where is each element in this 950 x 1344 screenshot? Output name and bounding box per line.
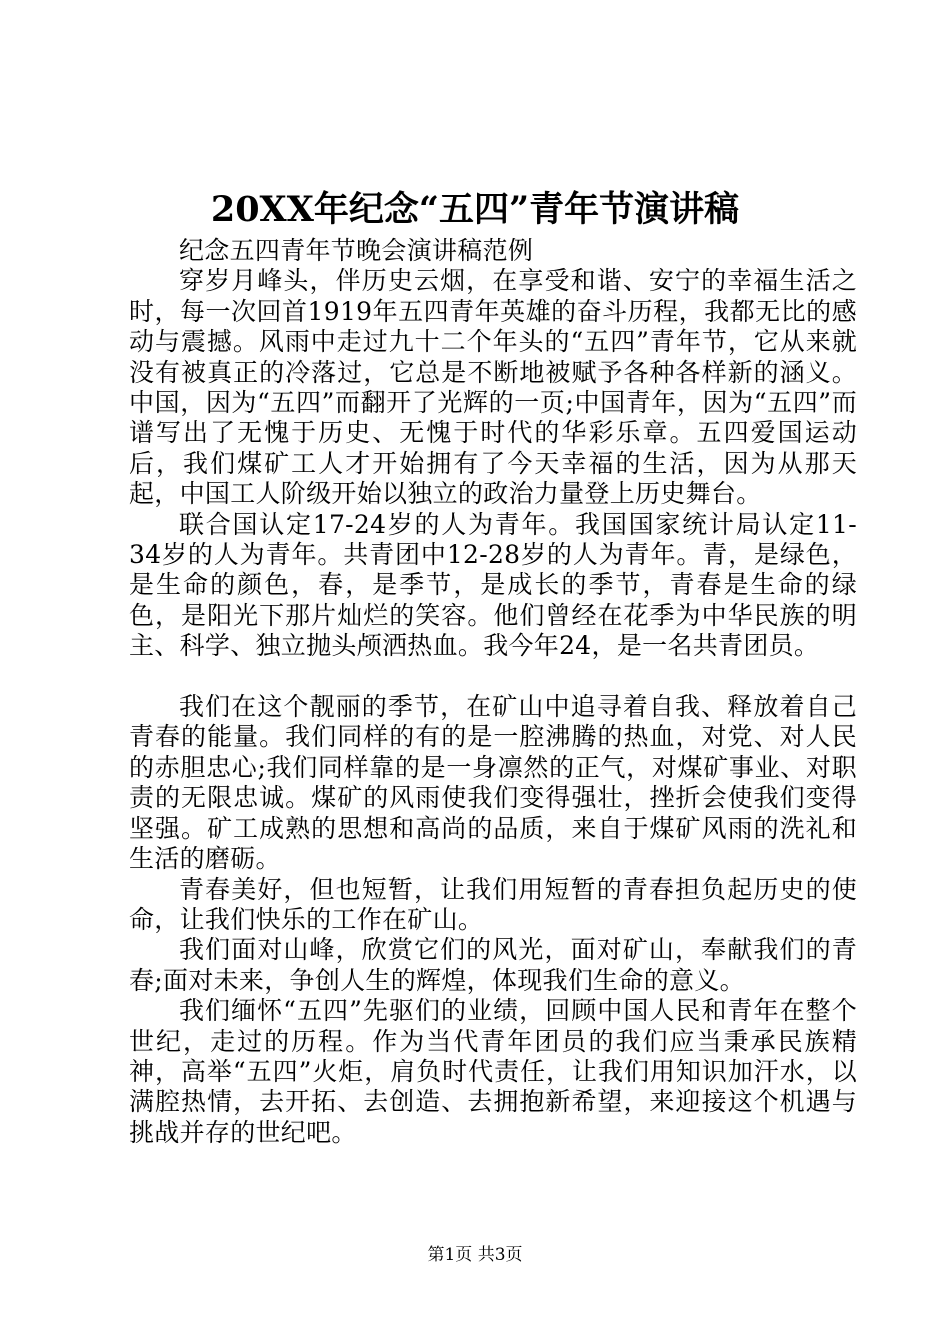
- page-number-indicator: 第1页 共3页: [427, 1245, 523, 1265]
- body-paragraph: 青春美好，但也短暂，让我们用短暂的青春担负起历史的使命，让我们快乐的工作在矿山。: [129, 874, 857, 934]
- body-paragraph: 联合国认定17-24岁的人为青年。我国国家统计局认定11-34岁的人为青年。共青团中12-28岁的人为青年。青，是绿色，是生命的颜色，春，是季节，是成长的季节，青春是生命的绿色，是阳光下那片灿烂的笑容。他们曾经在花季为中华民族的明主、科学、独立抛头颅洒热血。我今年24，是一名共青团员。: [129, 509, 857, 661]
- body-paragraph: 我们面对山峰，欣赏它们的风光，面对矿山，奉献我们的青春;面对未来，争创人生的辉煌，体现我们生命的意义。: [129, 935, 857, 995]
- page-footer: [0, 1244, 950, 1266]
- body-paragraph: 我们在这个靓丽的季节，在矿山中追寻着自我、释放着自己青春的能量。我们同样的有的是一腔沸腾的热血，对党、对人民的赤胆忠心;我们同样靠的是一身凛然的正气，对煤矿事业、对职责的无限忠诚。煤矿的风雨使我们变得强壮，挫折会使我们变得坚强。矿工成熟的思想和高尚的品质，来自于煤矿风雨的洗礼和生活的磨砺。: [129, 692, 857, 874]
- body-paragraph: 我们缅怀“五四”先驱们的业绩，回顾中国人民和青年在整个世纪，走过的历程。作为当代青年团员的我们应当秉承民族精神，高举“五四”火炬，肩负时代责任，让我们用知识加汗水，以满腔热情，去开拓、去创造、去拥抱新希望，来迎接这个机遇与挑战并存的世纪吧。: [129, 996, 857, 1147]
- subtitle-paragraph: 纪念五四青年节晚会演讲稿范例: [179, 236, 534, 265]
- blank-line: [129, 662, 857, 692]
- document-body: [129, 236, 857, 1148]
- document-title: 20XX年纪念“五四”青年节演讲稿: [210, 189, 740, 230]
- body-paragraph: 穿岁月峰头，伴历史云烟，在享受和谐、安宁的幸福生活之时，每一次回首1919年五四青年英雄的奋斗历程，我都无比的感动与震撼。风雨中走过九十二个年头的“五四”青年节，它从来就没有被真正的冷落过，它总是不断地被赋予各种各样新的涵义。中国，因为“五四”而翻开了光辉的一页;中国青年，因为“五四”而谱写出了无愧于历史、无愧于时代的华彩乐章。五四爱国运动后，我们煤矿工人才开始拥有了今天幸福的生活，因为从那天起，中国工人阶级开始以独立的政治力量登上历史舞台。: [129, 266, 857, 509]
